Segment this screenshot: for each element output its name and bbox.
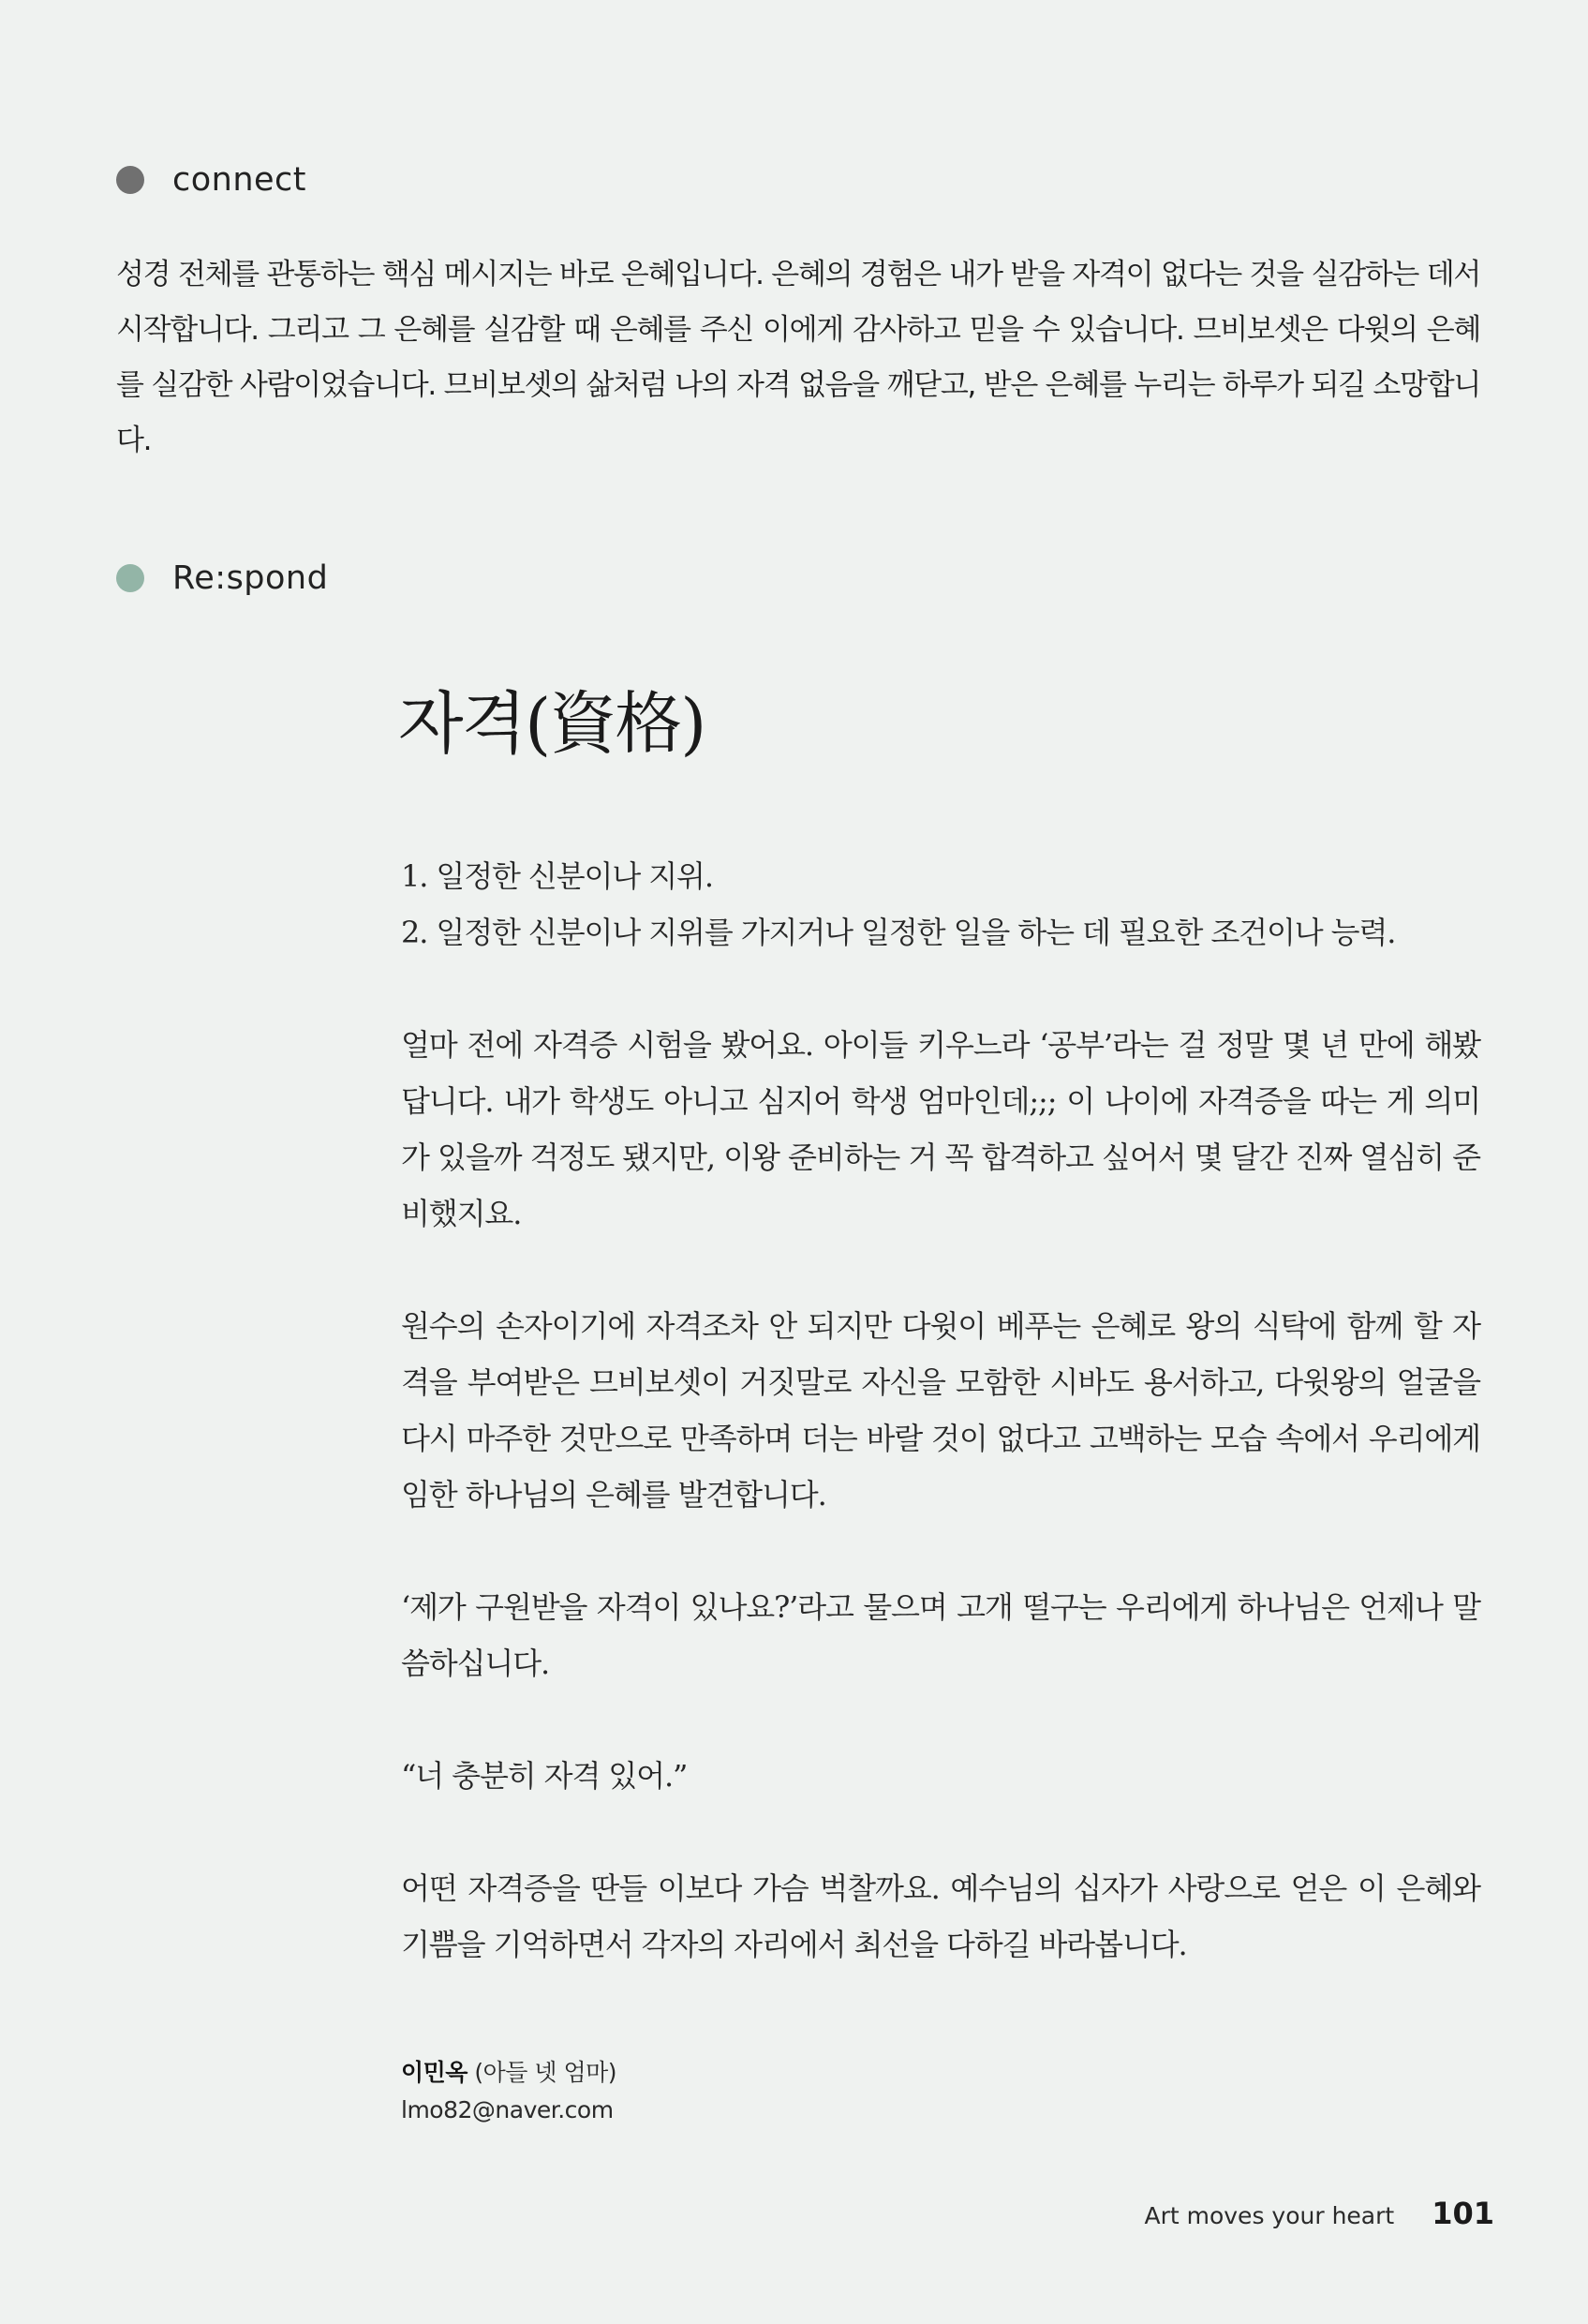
author-email: lmo82@naver.com	[401, 2096, 614, 2123]
footer-tagline: Art moves your heart	[1144, 2202, 1395, 2229]
respond-heading-text: Re:spond	[172, 559, 329, 597]
respond-paragraph: 어떤 자격증을 딴들 이보다 가슴 벅찰까요. 예수님의 십자가 사랑으로 얻은 이 은혜와 기쁨을 기억하면서 각자의 자리에서 최선을 다하길 바라봅니다.	[401, 1870, 1480, 1962]
respond-paragraph: 원수의 손자이기에 자격조차 안 되지만 다윗이 베푸는 은혜로 왕의 식탁에 함께 할 자격을 부여받은 므비보셋이 거짓말로 자신을 모함한 시바도 용서하고, 다윗왕의 얼굴을 다시 마주한 것만으로 만족하며 더는 바랄 것이 없다고 고백하는 모습 속에서 우리에게 임한 하나님의 은혜를 발견합니다.	[401, 1308, 1480, 1512]
connect-heading-text: connect	[172, 161, 307, 199]
respond-paragraph: 얼마 전에 자격증 시험을 봤어요. 아이들 키우느라 ‘공부’라는 걸 정말 몇 년 만에 해봤답니다. 내가 학생도 아니고 심지어 학생 엄마인데;;; 이 나이에 자격증을 따는 게 의미가 있을까 걱정도 됐지만, 이왕 준비하는 거 꼭 합격하고 싶어서 몇 달간 진짜 열심히 준비했지요.	[401, 1027, 1480, 1231]
author-line	[401, 2054, 616, 2092]
respond-bullet-icon	[116, 564, 144, 592]
connect-bullet-icon	[116, 166, 144, 194]
definition-item: 2. 일정한 신분이나 지위를 가지거나 일정한 일을 하는 데 필요한 조건이나 능력.	[401, 915, 1396, 950]
connect-heading	[116, 161, 306, 199]
definition-list	[401, 848, 1480, 961]
respond-title: 자격(資格)	[398, 684, 705, 763]
respond-heading	[116, 559, 328, 597]
page-footer	[1144, 2196, 1494, 2231]
respond-paragraph: ‘제가 구원받을 자격이 있나요?’라고 물으며 고개 떨구는 우리에게 하나님은 언제나 말씀하십니다.	[401, 1589, 1480, 1681]
respond-content	[401, 848, 1480, 1973]
respond-quote: “너 충분히 자격 있어.”	[401, 1758, 688, 1794]
author-role: (아들 넷 엄마)	[474, 2059, 617, 2086]
author-block	[401, 2054, 616, 2129]
connect-body-text: 성경 전체를 관통하는 핵심 메시지는 바로 은혜입니다. 은혜의 경험은 내가 받을 자격이 없다는 것을 실감하는 데서 시작합니다. 그리고 그 은혜를 실감할 때 은혜를 주신 이에게 감사하고 믿을 수 있습니다. 므비보셋은 다윗의 은혜를 실감한 사람이었습니다. 므비보셋의 삶처럼 나의 자격 없음을 깨닫고, 받은 은혜를 누리는 하루가 되길 소망합니다.	[116, 258, 1480, 457]
page-number: 101	[1432, 2196, 1494, 2231]
author-name: 이민옥	[401, 2059, 467, 2086]
definition-item: 1. 일정한 신분이나 지위.	[401, 858, 713, 894]
